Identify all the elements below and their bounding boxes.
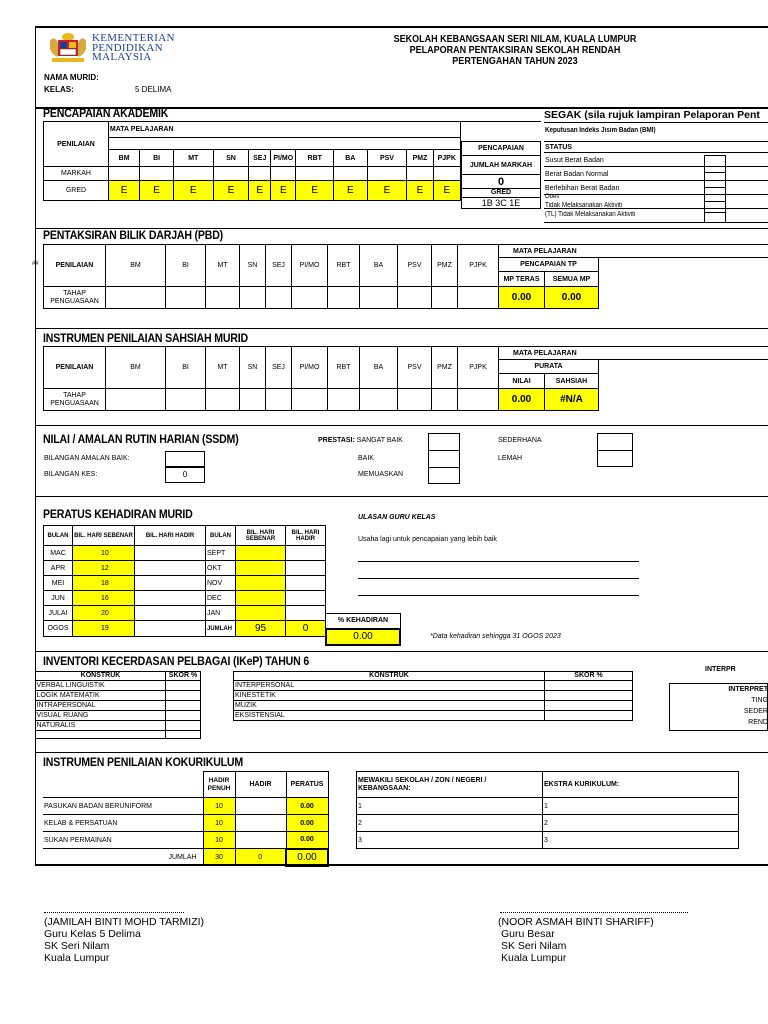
subject-header: PJPK — [458, 245, 499, 287]
ulasan-text: Usaha lagi untuk pencapaian yang lebih baik — [358, 536, 497, 543]
grade-cell: E — [367, 181, 407, 201]
semua-mp-value: 0.00 — [545, 287, 599, 309]
hari-sebenar-cell: 18 — [73, 576, 135, 591]
subject-header: RBT — [296, 150, 334, 167]
bmi-label: Keputusan Indeks Jisim Badan (BMI) — [545, 127, 656, 134]
month-cell: JAN — [206, 606, 236, 621]
kelas-label: KELAS: — [44, 85, 74, 94]
grade-cell: E — [433, 181, 460, 201]
mewakili-num: 2 — [357, 815, 543, 832]
tl-label: (TL) Tidak Melaksanakan Aktiviti — [545, 211, 636, 218]
skor-header: SKOR % — [166, 672, 201, 681]
subject-header: RBT — [328, 245, 360, 287]
kes-value: 0 — [165, 467, 205, 483]
interpretasi-item: REND — [748, 719, 768, 726]
bmi-status-item: Berlebihan Berat Badan — [545, 185, 620, 192]
school-name: SEKOLAH KEBANGSAAN SERI NILAM, KUALA LUMPUR — [393, 34, 637, 45]
koko-row-name: KELAB & PERSATUAN — [43, 815, 203, 832]
tahap-penguasaan-label: TAHAP PENGUASAAN — [44, 389, 106, 411]
school-short: SK Seri Nilam — [44, 940, 110, 952]
subject-header: PI/MO — [292, 347, 328, 389]
koko-title: INSTRUMEN PENILAIAN KOKURIKULUM — [43, 757, 244, 769]
jumlah-pct: 0.00 — [286, 849, 328, 866]
subject-header: PMZ — [432, 347, 458, 389]
top-border — [35, 26, 768, 28]
prestasi-baik: BAIK — [358, 455, 374, 462]
subject-header: SN — [213, 150, 249, 167]
subject-header: PI/MO — [271, 150, 296, 167]
subject-header: BI — [140, 150, 174, 167]
hash-mark: ## — [32, 261, 39, 267]
month-cell: OKT — [206, 561, 236, 576]
subject-header: PJPK — [458, 347, 499, 389]
signature-left — [44, 916, 204, 964]
grade-cell: E — [140, 181, 174, 201]
interpretasi-item: SEDER — [743, 708, 768, 715]
mata-pelajaran-label: MATA PELAJARAN — [499, 347, 768, 360]
left-border — [35, 27, 36, 865]
segak-title: SEGAK (sila rujuk lampiran Pelaporan Pent — [544, 109, 760, 121]
ekstra-num: 1 — [543, 798, 739, 815]
subject-header: MT — [173, 150, 213, 167]
grade-cell: E — [173, 181, 213, 201]
prestasi-sederhana: SEDERHANA — [498, 437, 542, 444]
mp-teras-value: 0.00 — [499, 287, 545, 309]
subject-header: SN — [240, 245, 266, 287]
grade-cell: E — [108, 181, 139, 201]
report-period: PERTENGAHAN TAHUN 2023 — [452, 56, 578, 67]
signature-line-left — [44, 912, 184, 913]
grade-cell: E — [407, 181, 433, 201]
hari-sebenar-cell: 16 — [73, 591, 135, 606]
amalan-baik-label: BILANGAN AMALAN BAIK: — [44, 455, 130, 462]
sahsiah-title: INSTRUMEN PENILAIAN SAHSIAH MURID — [43, 333, 248, 345]
ekstra-num: 2 — [543, 815, 739, 832]
hari-sebenar-cell: 10 — [73, 546, 135, 561]
mp-teras-label: MP TERAS — [499, 272, 545, 287]
month-cell: DEC — [206, 591, 236, 606]
subject-header: BA — [360, 245, 398, 287]
sebenar-header: BIL. HARI SEBENAR — [236, 526, 286, 546]
jumlah-penuh: 30 — [203, 849, 235, 866]
subject-header: PJPK — [433, 150, 460, 167]
subject-header: SEJ — [266, 245, 292, 287]
nilai-label: NILAI — [499, 374, 545, 389]
ulasan-line — [358, 578, 639, 579]
teacher-name: (JAMILAH BINTI MOHD TARMIZI) — [44, 916, 205, 928]
month-cell: NOV — [206, 576, 236, 591]
headmaster-name: (NOOR ASMAH BINTI SHARIFF) — [498, 916, 654, 928]
konstruk-header: KONSTRUK — [234, 672, 545, 681]
mewakili-num: 3 — [357, 832, 543, 849]
bmi-status-item: Susut Berat Badan — [545, 157, 604, 164]
subject-header: RBT — [328, 347, 360, 389]
hadir-penuh-cell: 10 — [203, 815, 235, 832]
interpretasi-head: INTERPRET — [728, 686, 768, 693]
hari-sebenar-cell: 20 — [73, 606, 135, 621]
month-cell: APR — [44, 561, 73, 576]
kehadiran-table — [43, 525, 326, 637]
ikep-item: LOGIK MATEMATIK — [36, 691, 166, 701]
ikep-right-table — [233, 671, 633, 721]
jumlah-hadir: 0 — [235, 849, 286, 866]
pencapaian-tp-label: PENCAPAIAN TP — [499, 258, 599, 272]
hadir-header: BIL. HARI HADIR — [135, 526, 206, 546]
subject-header: MT — [206, 245, 240, 287]
pbd-tp-table — [498, 244, 768, 309]
jumlah-markah-label: JUMLAH MARKAH — [462, 156, 541, 175]
subject-header: BA — [360, 347, 398, 389]
pencapaian-table — [461, 141, 541, 209]
markah-label: MARKAH — [44, 167, 109, 181]
signature-right — [498, 916, 654, 964]
month-cell: JUN — [44, 591, 73, 606]
hadir-penuh-cell: 10 — [203, 832, 235, 849]
headmaster-role: Guru Besar — [501, 928, 555, 940]
grade-cell: E — [271, 181, 296, 201]
status-label: STATUS — [545, 144, 572, 151]
peratus-cell: 0.00 — [286, 832, 328, 849]
ikep-item: VISUAL RUANG — [36, 711, 166, 721]
report-name: PELAPORAN PENTAKSIRAN SEKOLAH RENDAH — [409, 45, 621, 56]
subject-header: BI — [166, 245, 206, 287]
subject-header: BM — [106, 245, 166, 287]
ikep-left-table — [35, 671, 232, 739]
amalan-baik-box — [165, 451, 205, 467]
hari-sebenar-cell: 19 — [73, 621, 135, 637]
month-cell: JULAI — [44, 606, 73, 621]
sahsiah-table — [43, 346, 499, 411]
ikep-item: MUZIK — [234, 701, 545, 711]
ulasan-line — [358, 595, 639, 596]
school-city: Kuala Lumpur — [501, 952, 567, 964]
grade-cell: E — [213, 181, 249, 201]
nama-murid-label: NAMA MURID: — [44, 73, 99, 82]
ekstra-num: 3 — [543, 832, 739, 849]
signature-line-right — [500, 912, 688, 913]
interpretasi-item: TING — [751, 697, 768, 704]
ikep-title: INVENTORI KECERDASAN PELBAGAI (IKeP) TAHUN 6 — [43, 656, 310, 668]
subject-header: BI — [166, 347, 206, 389]
subject-header: BM — [108, 150, 139, 167]
grade-cell: E — [296, 181, 334, 201]
subject-header: SN — [240, 347, 266, 389]
hadir-penuh-header: HADIR PENUH — [203, 772, 235, 798]
subject-header: PI/MO — [292, 245, 328, 287]
ssdm-title: NILAI / AMALAN RUTIN HARIAN (SSDM) — [43, 434, 239, 446]
prestasi-lemah: LEMAH — [498, 455, 523, 462]
pencapaian-label: PENCAPAIAN — [462, 142, 541, 156]
pbd-table — [43, 244, 499, 309]
jumlah-markah-value: 0 — [462, 175, 541, 189]
hadir-header: BIL. HARI HADIR — [286, 526, 326, 546]
tl-label: Tidak Melaksanakan Aktiviti — [545, 202, 623, 209]
subject-header: BA — [334, 150, 368, 167]
mewakili-header: MEWAKILI SEKOLAH / ZON / NEGERI / KEBANGSAAN: — [357, 772, 543, 798]
ikep-item: INTRAPERSONAL — [36, 701, 166, 711]
jumlah-hadir: 0 — [286, 621, 326, 637]
month-cell: SEPT — [206, 546, 236, 561]
subject-header: PSV — [367, 150, 407, 167]
bulan-header: BULAN — [206, 526, 236, 546]
month-cell: MAC — [44, 546, 73, 561]
pct-kehadiran-label: % KEHADIRAN — [325, 613, 401, 628]
grade-cell: E — [249, 181, 271, 201]
ikep-item: NATURALIS — [36, 721, 166, 731]
sahsiah-value: #N/A — [545, 389, 599, 411]
tahap-penguasaan-label: TAHAP PENGUASAAN — [44, 287, 106, 309]
subject-header: SEJ — [266, 347, 292, 389]
obes-label: Obes — [545, 194, 560, 200]
subject-header: SEJ — [249, 150, 271, 167]
prestasi-label: PRESTASI: — [318, 437, 355, 444]
ikep-item: INTERPERSONAL — [234, 681, 545, 691]
koko-row-name: PASUKAN BADAN BERUNIFORM — [43, 798, 203, 815]
akademik-table — [43, 121, 461, 201]
sebenar-header: BIL. HARI SEBENAR — [73, 526, 135, 546]
prestasi-boxes — [428, 433, 460, 484]
sahsiah-purata-table — [498, 346, 768, 411]
interpretasi-title: INTERPR — [705, 666, 736, 673]
ulasan-title: ULASAN GURU KELAS — [358, 514, 436, 521]
malaysia-crest-logo — [46, 31, 90, 67]
skor-header: SKOR % — [545, 672, 633, 681]
ministry-name: KEMENTERIAN PENDIDIKAN MALAYSIA — [92, 32, 175, 63]
purata-label: PURATA — [499, 360, 599, 374]
semua-mp-label: SEMUA MP — [545, 272, 599, 287]
konstruk-header: KONSTRUK — [36, 672, 166, 681]
jumlah-sebenar: 95 — [236, 621, 286, 637]
penilaian-label: PENILAIAN — [44, 245, 106, 287]
pct-kehadiran-value: 0.00 — [325, 628, 401, 646]
hadir-header: HADIR — [235, 772, 286, 798]
ikep-item: VERBAL LINGUISTIK — [36, 681, 166, 691]
jumlah-label: JUMLAH — [206, 621, 236, 637]
nilai-value: 0.00 — [499, 389, 545, 411]
month-cell: OGOS — [44, 621, 73, 637]
subject-header: PMZ — [432, 245, 458, 287]
kes-label: BILANGAN KES: — [44, 471, 98, 478]
subject-header: BM — [106, 347, 166, 389]
gred-header: GRED — [462, 189, 541, 198]
subject-header: PSV — [398, 245, 432, 287]
school-short: SK Seri Nilam — [501, 940, 567, 952]
kehadiran-title: PERATUS KEHADIRAN MURID — [43, 509, 193, 521]
mata-pelajaran-label: MATA PELAJARAN — [108, 122, 460, 138]
ekstra-header: EKSTRA KURIKULUM: — [543, 772, 739, 798]
mewakili-num: 1 — [357, 798, 543, 815]
subject-header: PMZ — [407, 150, 433, 167]
school-city: Kuala Lumpur — [44, 952, 110, 964]
sahsiah-label: SAHSIAH — [545, 374, 599, 389]
teacher-role: Guru Kelas 5 Delima — [44, 928, 141, 940]
akademik-title: PENCAPAIAN AKADEMIK — [43, 108, 169, 120]
kehadiran-note: *Data kehadiran sehingga 31 OGOS 2023 — [430, 633, 561, 640]
penilaian-label: PENILAIAN — [44, 122, 109, 167]
prestasi-sangat-baik: SANGAT BAIK — [356, 437, 403, 444]
report-header — [385, 34, 646, 67]
ikep-item: KINESTETIK — [234, 691, 545, 701]
koko-row-name: SUKAN PERMAINAN — [43, 832, 203, 849]
kelas-value: 5 DELIMA — [135, 85, 172, 94]
jumlah-label: JUMLAH — [168, 853, 197, 861]
gred-label: GRED — [44, 181, 109, 201]
bmi-status-item: Berat Badan Normal — [545, 171, 609, 178]
peratus-cell: 0.00 — [286, 815, 328, 832]
ulasan-line — [358, 561, 639, 562]
peratus-cell: 0.00 — [286, 798, 328, 815]
hadir-penuh-cell: 10 — [203, 798, 235, 815]
ikep-item: EKSISTENSIAL — [234, 711, 545, 721]
hari-sebenar-cell: 12 — [73, 561, 135, 576]
prestasi-memuaskan: MEMUASKAN — [358, 471, 404, 478]
subject-header: MT — [206, 347, 240, 389]
month-cell: MEI — [44, 576, 73, 591]
subject-header: PSV — [398, 347, 432, 389]
peratus-header: PERATUS — [286, 772, 328, 798]
penilaian-label: PENILAIAN — [44, 347, 106, 389]
pbd-title: PENTAKSIRAN BILIK DARJAH (PBD) — [43, 230, 224, 242]
mewakili-table — [356, 771, 739, 849]
bulan-header: BULAN — [44, 526, 73, 546]
grade-cell: E — [334, 181, 368, 201]
mata-pelajaran-label: MATA PELAJARAN — [499, 245, 768, 258]
gred-summary: 1B 3C 1E — [462, 198, 541, 209]
koko-table — [43, 771, 329, 867]
